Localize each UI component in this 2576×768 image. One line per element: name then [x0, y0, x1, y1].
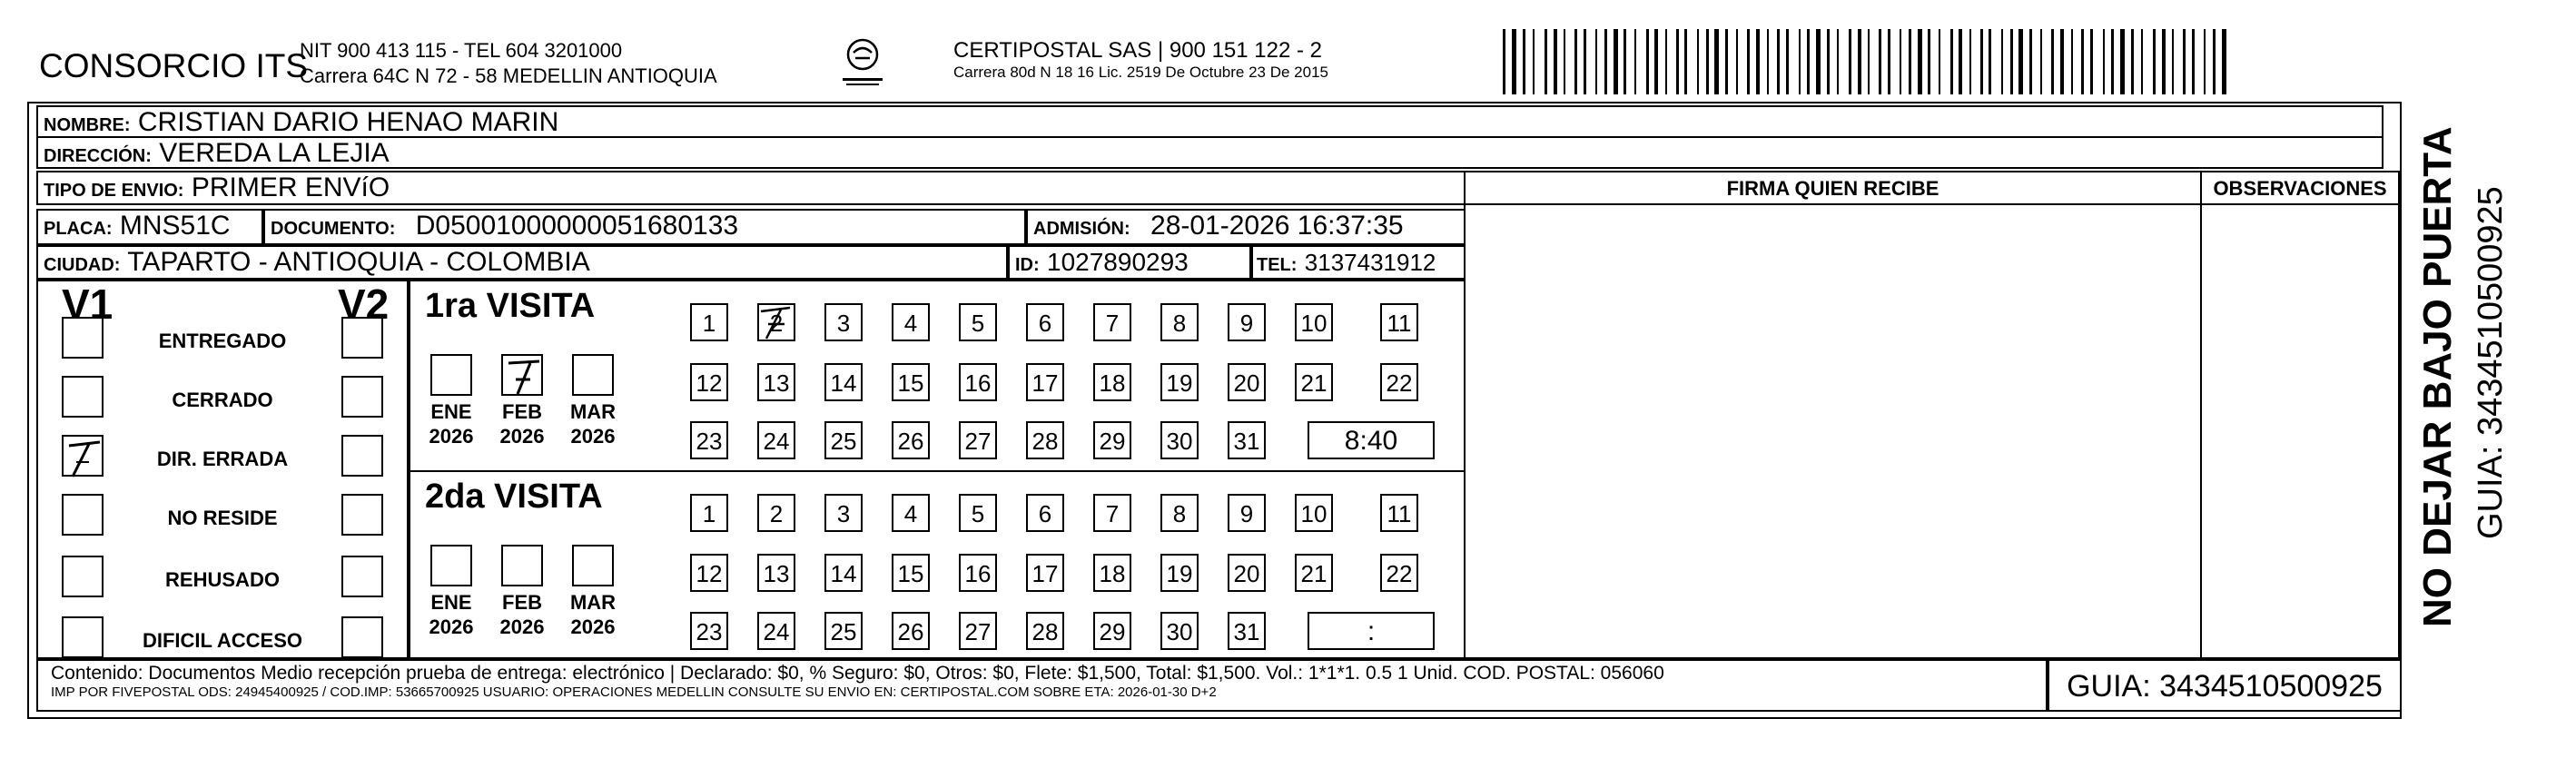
v1-month-ene[interactable] — [430, 354, 472, 396]
status-label-dificil-acceso: DIFICIL ACCESO — [142, 629, 302, 652]
certipostal-logo — [835, 34, 890, 94]
v2-day-28[interactable]: 28 — [1026, 612, 1064, 650]
v1-checkbox-rehusado[interactable] — [62, 556, 104, 597]
v2-day-29[interactable]: 29 — [1093, 612, 1131, 650]
footer-imp: IMP POR FIVEPOSTAL ODS: 24945400925 / COD.IMP: 53665700925 USUARIO: OPERACIONES MEDELLIN CONSULTE SU ENVIO EN: CERTIPOSTAL.COM SOBRE ETA: 2026-01-30 D+2 — [51, 684, 1217, 700]
v1-day-11[interactable]: 11 — [1380, 303, 1418, 341]
status-label-rehusado: REHUSADO — [165, 568, 280, 591]
v1-day-10[interactable]: 10 — [1295, 303, 1333, 341]
v2-day-24[interactable]: 24 — [757, 612, 795, 650]
v2-day-26[interactable]: 26 — [892, 612, 930, 650]
admision-row: ADMISIÓN: 28-01-2026 16:37:35 — [1026, 209, 1466, 245]
ciudad-value: TAPARTO - ANTIOQUIA - COLOMBIA — [127, 247, 590, 277]
v2-checkbox-dificil-acceso[interactable] — [341, 616, 383, 658]
v1-day-4[interactable]: 4 — [892, 303, 930, 341]
v2-day-3[interactable]: 3 — [824, 494, 863, 532]
documento-row: DOCUMENTO: D05001000000051680133 — [263, 209, 1026, 245]
status-label-cerrado: CERRADO — [172, 389, 273, 411]
footer-info — [36, 659, 2048, 712]
company-name: CONSORCIO ITS — [39, 47, 309, 84]
admision-value: 28-01-2026 16:37:35 — [1150, 211, 1404, 241]
visit2-title: 2da VISITA — [425, 478, 603, 516]
visit1-title: 1ra VISITA — [425, 287, 596, 325]
v1-day-31[interactable]: 31 — [1228, 421, 1266, 459]
v1-day-21[interactable]: 21 — [1295, 363, 1333, 401]
v1-day-27[interactable]: 27 — [959, 421, 997, 459]
v1-day-5[interactable]: 5 — [959, 303, 997, 341]
v1-day-14[interactable]: 14 — [824, 363, 863, 401]
v1-day-28[interactable]: 28 — [1026, 421, 1064, 459]
v1-day-19[interactable]: 19 — [1160, 363, 1199, 401]
v1-day-17[interactable]: 17 — [1026, 363, 1064, 401]
v2-day-5[interactable]: 5 — [959, 494, 997, 532]
company-info — [300, 38, 717, 89]
side-guia: GUIA: 3434510500925 — [2472, 186, 2510, 540]
v1-checkbox-no-reside[interactable] — [62, 494, 104, 536]
v2-day-21[interactable]: 21 — [1295, 554, 1333, 592]
v2-checkbox-entregado[interactable] — [341, 317, 383, 359]
documento-value: D05001000000051680133 — [415, 211, 739, 241]
v1-month-label: MAR 2026 — [569, 400, 617, 448]
footer-contenido: Contenido: Documentos Medio recepción prueba de entrega: electrónico | Declarado: $0, % Seguro: $0, Otros: $0, Flete: $1,500, Total: $1,500. Vol.: 1*1*1. 0.5 1 Unid. COD. POSTAL: 056060 — [51, 663, 1664, 684]
v2-day-10[interactable]: 10 — [1295, 494, 1333, 532]
v2-day-19[interactable]: 19 — [1160, 554, 1199, 592]
nombre-row: NOMBRE: CRISTIAN DARIO HENAO MARIN — [36, 105, 2384, 138]
nombre-value: CRISTIAN DARIO HENAO MARIN — [137, 107, 559, 137]
observaciones-area — [2200, 171, 2400, 659]
no-dejar-bajo-puerta: NO DEJAR BAJO PUERTA — [2415, 126, 2460, 627]
v2-label: V2 — [338, 281, 390, 328]
v2-day-12[interactable]: 12 — [690, 554, 728, 592]
v2-day-30[interactable]: 30 — [1160, 612, 1199, 650]
v2-month-label: MAR 2026 — [569, 591, 617, 638]
carrier-line: CERTIPOSTAL SAS | 900 151 122 - 2 — [953, 38, 1322, 63]
v1-day-23[interactable]: 23 — [690, 421, 728, 459]
v1-time[interactable]: 8:40 — [1308, 421, 1435, 459]
id-value: 1027890293 — [1047, 248, 1189, 276]
v1-day-13[interactable]: 13 — [757, 363, 795, 401]
v2-time[interactable]: : — [1308, 612, 1435, 650]
v1-day-26[interactable]: 26 — [892, 421, 930, 459]
placa-value: MNS51C — [119, 211, 231, 241]
v1-day-24[interactable]: 24 — [757, 421, 795, 459]
v1-month-label: FEB 2026 — [499, 400, 545, 448]
footer-guia: GUIA: 3434510500925 — [2048, 659, 2402, 712]
status-label-dir-errada: DIR. ERRADA — [156, 448, 289, 470]
status-label-no-reside: NO RESIDE — [167, 507, 278, 529]
v2-checkbox-no-reside[interactable] — [341, 494, 383, 536]
tipo-row: TIPO DE ENVIO: PRIMER ENVíO — [36, 171, 1466, 205]
tel-row: TEL: 3137431912 — [1251, 245, 1466, 280]
v1-day-8[interactable]: 8 — [1160, 303, 1199, 341]
v2-day-16[interactable]: 16 — [959, 554, 997, 592]
v1-day-16[interactable]: 16 — [959, 363, 997, 401]
v1-checkbox-entregado[interactable] — [62, 317, 104, 359]
v2-month-label: ENE 2026 — [429, 591, 474, 638]
v2-day-15[interactable]: 15 — [892, 554, 930, 592]
v2-checkbox-dir-errada[interactable] — [341, 435, 383, 477]
v2-checkbox-cerrado[interactable] — [341, 376, 383, 418]
carrier-info — [953, 38, 1328, 82]
v1-month-mar[interactable] — [572, 354, 614, 396]
placa-row: PLACA: MNS51C — [36, 209, 263, 245]
v1-day-9[interactable]: 9 — [1228, 303, 1266, 341]
v2-day-1[interactable]: 1 — [690, 494, 728, 532]
v1-day-7[interactable]: 7 — [1093, 303, 1131, 341]
v1-checkbox-cerrado[interactable] — [62, 376, 104, 418]
v2-day-23[interactable]: 23 — [690, 612, 728, 650]
v2-day-9[interactable]: 9 — [1228, 494, 1266, 532]
v1-day-22[interactable]: 22 — [1380, 363, 1418, 401]
v1-month-label: ENE 2026 — [429, 400, 474, 448]
v2-month-feb[interactable] — [501, 545, 543, 586]
v1-day-3[interactable]: 3 — [824, 303, 863, 341]
v1-day-20[interactable]: 20 — [1228, 363, 1266, 401]
v2-day-22[interactable]: 22 — [1380, 554, 1418, 592]
observaciones-label: OBSERVACIONES — [2202, 172, 2398, 205]
v2-month-mar[interactable] — [572, 545, 614, 586]
v2-day-25[interactable]: 25 — [824, 612, 863, 650]
v2-day-6[interactable]: 6 — [1026, 494, 1064, 532]
v2-day-7[interactable]: 7 — [1093, 494, 1131, 532]
v1-checkbox-dificil-acceso[interactable] — [62, 616, 104, 658]
v2-day-20[interactable]: 20 — [1228, 554, 1266, 592]
v2-month-ene[interactable] — [430, 545, 472, 586]
v2-day-8[interactable]: 8 — [1160, 494, 1199, 532]
v1-day-25[interactable]: 25 — [824, 421, 863, 459]
company-address: Carrera 64C N 72 - 58 MEDELLIN ANTIOQUIA — [300, 64, 717, 87]
carrier-address: Carrera 80d N 18 16 Lic. 2519 De Octubre 23 De 2015 — [953, 64, 1328, 81]
v2-checkbox-rehusado[interactable] — [341, 556, 383, 597]
status-label-entregado: ENTREGADO — [158, 330, 287, 352]
v2-day-11[interactable]: 11 — [1380, 494, 1418, 532]
v2-day-17[interactable]: 17 — [1026, 554, 1064, 592]
v1-day-15[interactable]: 15 — [892, 363, 930, 401]
firma-area — [1464, 171, 2202, 659]
v2-day-18[interactable]: 18 — [1093, 554, 1131, 592]
v2-day-14[interactable]: 14 — [824, 554, 863, 592]
firma-label: FIRMA QUIEN RECIBE — [1466, 172, 2200, 205]
v2-month-label: FEB 2026 — [499, 591, 545, 638]
v2-day-13[interactable]: 13 — [757, 554, 795, 592]
v1-label: V1 — [62, 281, 114, 328]
v1-day-2[interactable]: 2 — [757, 303, 795, 341]
direccion-value: VEREDA LA LEJIA — [159, 138, 390, 168]
v1-day-12[interactable]: 12 — [690, 363, 728, 401]
v1-day-6[interactable]: 6 — [1026, 303, 1064, 341]
v2-day-31[interactable]: 31 — [1228, 612, 1266, 650]
v2-day-4[interactable]: 4 — [892, 494, 930, 532]
direccion-row: DIRECCIÓN: VEREDA LA LEJIA — [36, 136, 2384, 169]
v1-day-30[interactable]: 30 — [1160, 421, 1199, 459]
nit-line: NIT 900 413 115 - TEL 604 3201000 — [300, 39, 623, 62]
v1-day-29[interactable]: 29 — [1093, 421, 1131, 459]
v1-month-feb[interactable] — [501, 354, 543, 396]
v1-day-1[interactable]: 1 — [690, 303, 728, 341]
id-row: ID: 1027890293 — [1008, 245, 1251, 280]
barcode — [1503, 29, 2229, 94]
v1-checkbox-dir-errada[interactable] — [62, 435, 104, 477]
tipo-value: PRIMER ENVíO — [191, 172, 390, 202]
tel-value: 3137431912 — [1304, 249, 1436, 276]
v2-day-2[interactable]: 2 — [757, 494, 795, 532]
ciudad-row: CIUDAD: TAPARTO - ANTIOQUIA - COLOMBIA — [36, 245, 1008, 280]
v2-day-27[interactable]: 27 — [959, 612, 997, 650]
v1-day-18[interactable]: 18 — [1093, 363, 1131, 401]
